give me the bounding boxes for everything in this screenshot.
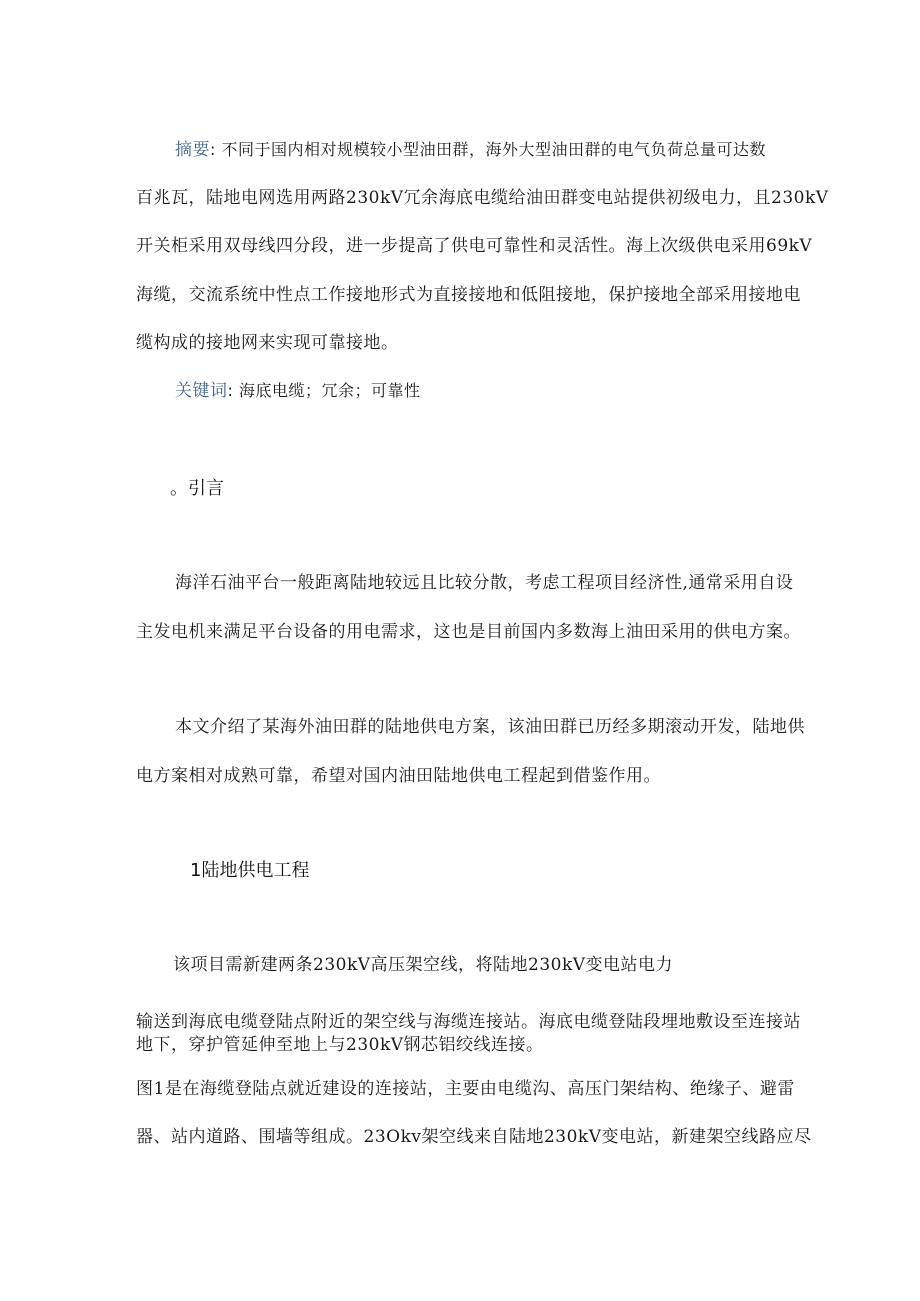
- intro-p2-line-2: 电方案相对成熟可靠，希望对国内油田陆地供电工程起到借鉴作用。: [136, 766, 661, 786]
- section1-heading: 1陆地供电工程: [190, 860, 310, 881]
- abstract-text-1: : 不同于国内相对规模较小型油田群，海外大型油田群的电气负荷总量可达数: [210, 140, 766, 159]
- keywords-line: [175, 379, 420, 403]
- abstract-line-4: 海缆，交流系统中性点工作接地形式为直接接地和低阻接地，保护接地全部采用接地电: [136, 285, 801, 305]
- keywords-label: 关键词: [175, 381, 228, 401]
- section1-line-1: 该项目需新建两条230kV高压架空线，将陆地230kV变电站电力: [173, 955, 674, 975]
- section1-line-2: 输送到海底电缆登陆点附近的架空线与海缆连接站。海底电缆登陆段埋地敷设至连接站: [136, 1012, 801, 1032]
- abstract-line-2: 百兆瓦，陆地电网选用两路230kV冗余海底电缆给油田群变电站提供初级电力，且230kV: [136, 188, 829, 208]
- abstract-line-5: 缆构成的接地网来实现可靠接地。: [136, 333, 399, 353]
- intro-p1-line-2: 主发电机来满足平台设备的用电需求，这也是目前国内多数海上油田采用的供电方案。: [136, 622, 801, 642]
- section1-line-5: 器、站内道路、围墙等组成。23Okv架空线来自陆地230kV变电站，新建架空线路应尽: [136, 1127, 812, 1147]
- section1-line-4: 图1是在海缆登陆点就近建设的连接站，主要由电缆沟、高压门架结构、绝缘子、避雷: [136, 1079, 795, 1099]
- section1-line-3: 地下，穿护管延伸至地上与230kV钢芯铝绞线连接。: [136, 1035, 544, 1055]
- abstract-line-3: 开关柜采用双母线四分段，进一步提高了供电可靠性和灵活性。海上次级供电采用69kV: [136, 236, 813, 256]
- intro-p1-line-1: 海洋石油平台一般距离陆地较远且比较分散，考虑工程项目经济性,通常采用自设: [175, 573, 794, 593]
- abstract-label: 摘要: [175, 140, 210, 160]
- intro-p2-line-1: 本文介绍了某海外油田群的陆地供电方案，该油田群已历经多期滚动开发，陆地供: [175, 717, 805, 737]
- intro-heading: 。引言: [170, 478, 224, 499]
- abstract-line-1: [175, 138, 766, 162]
- keywords-text: : 海底电缆；冗余；可靠性: [227, 381, 421, 400]
